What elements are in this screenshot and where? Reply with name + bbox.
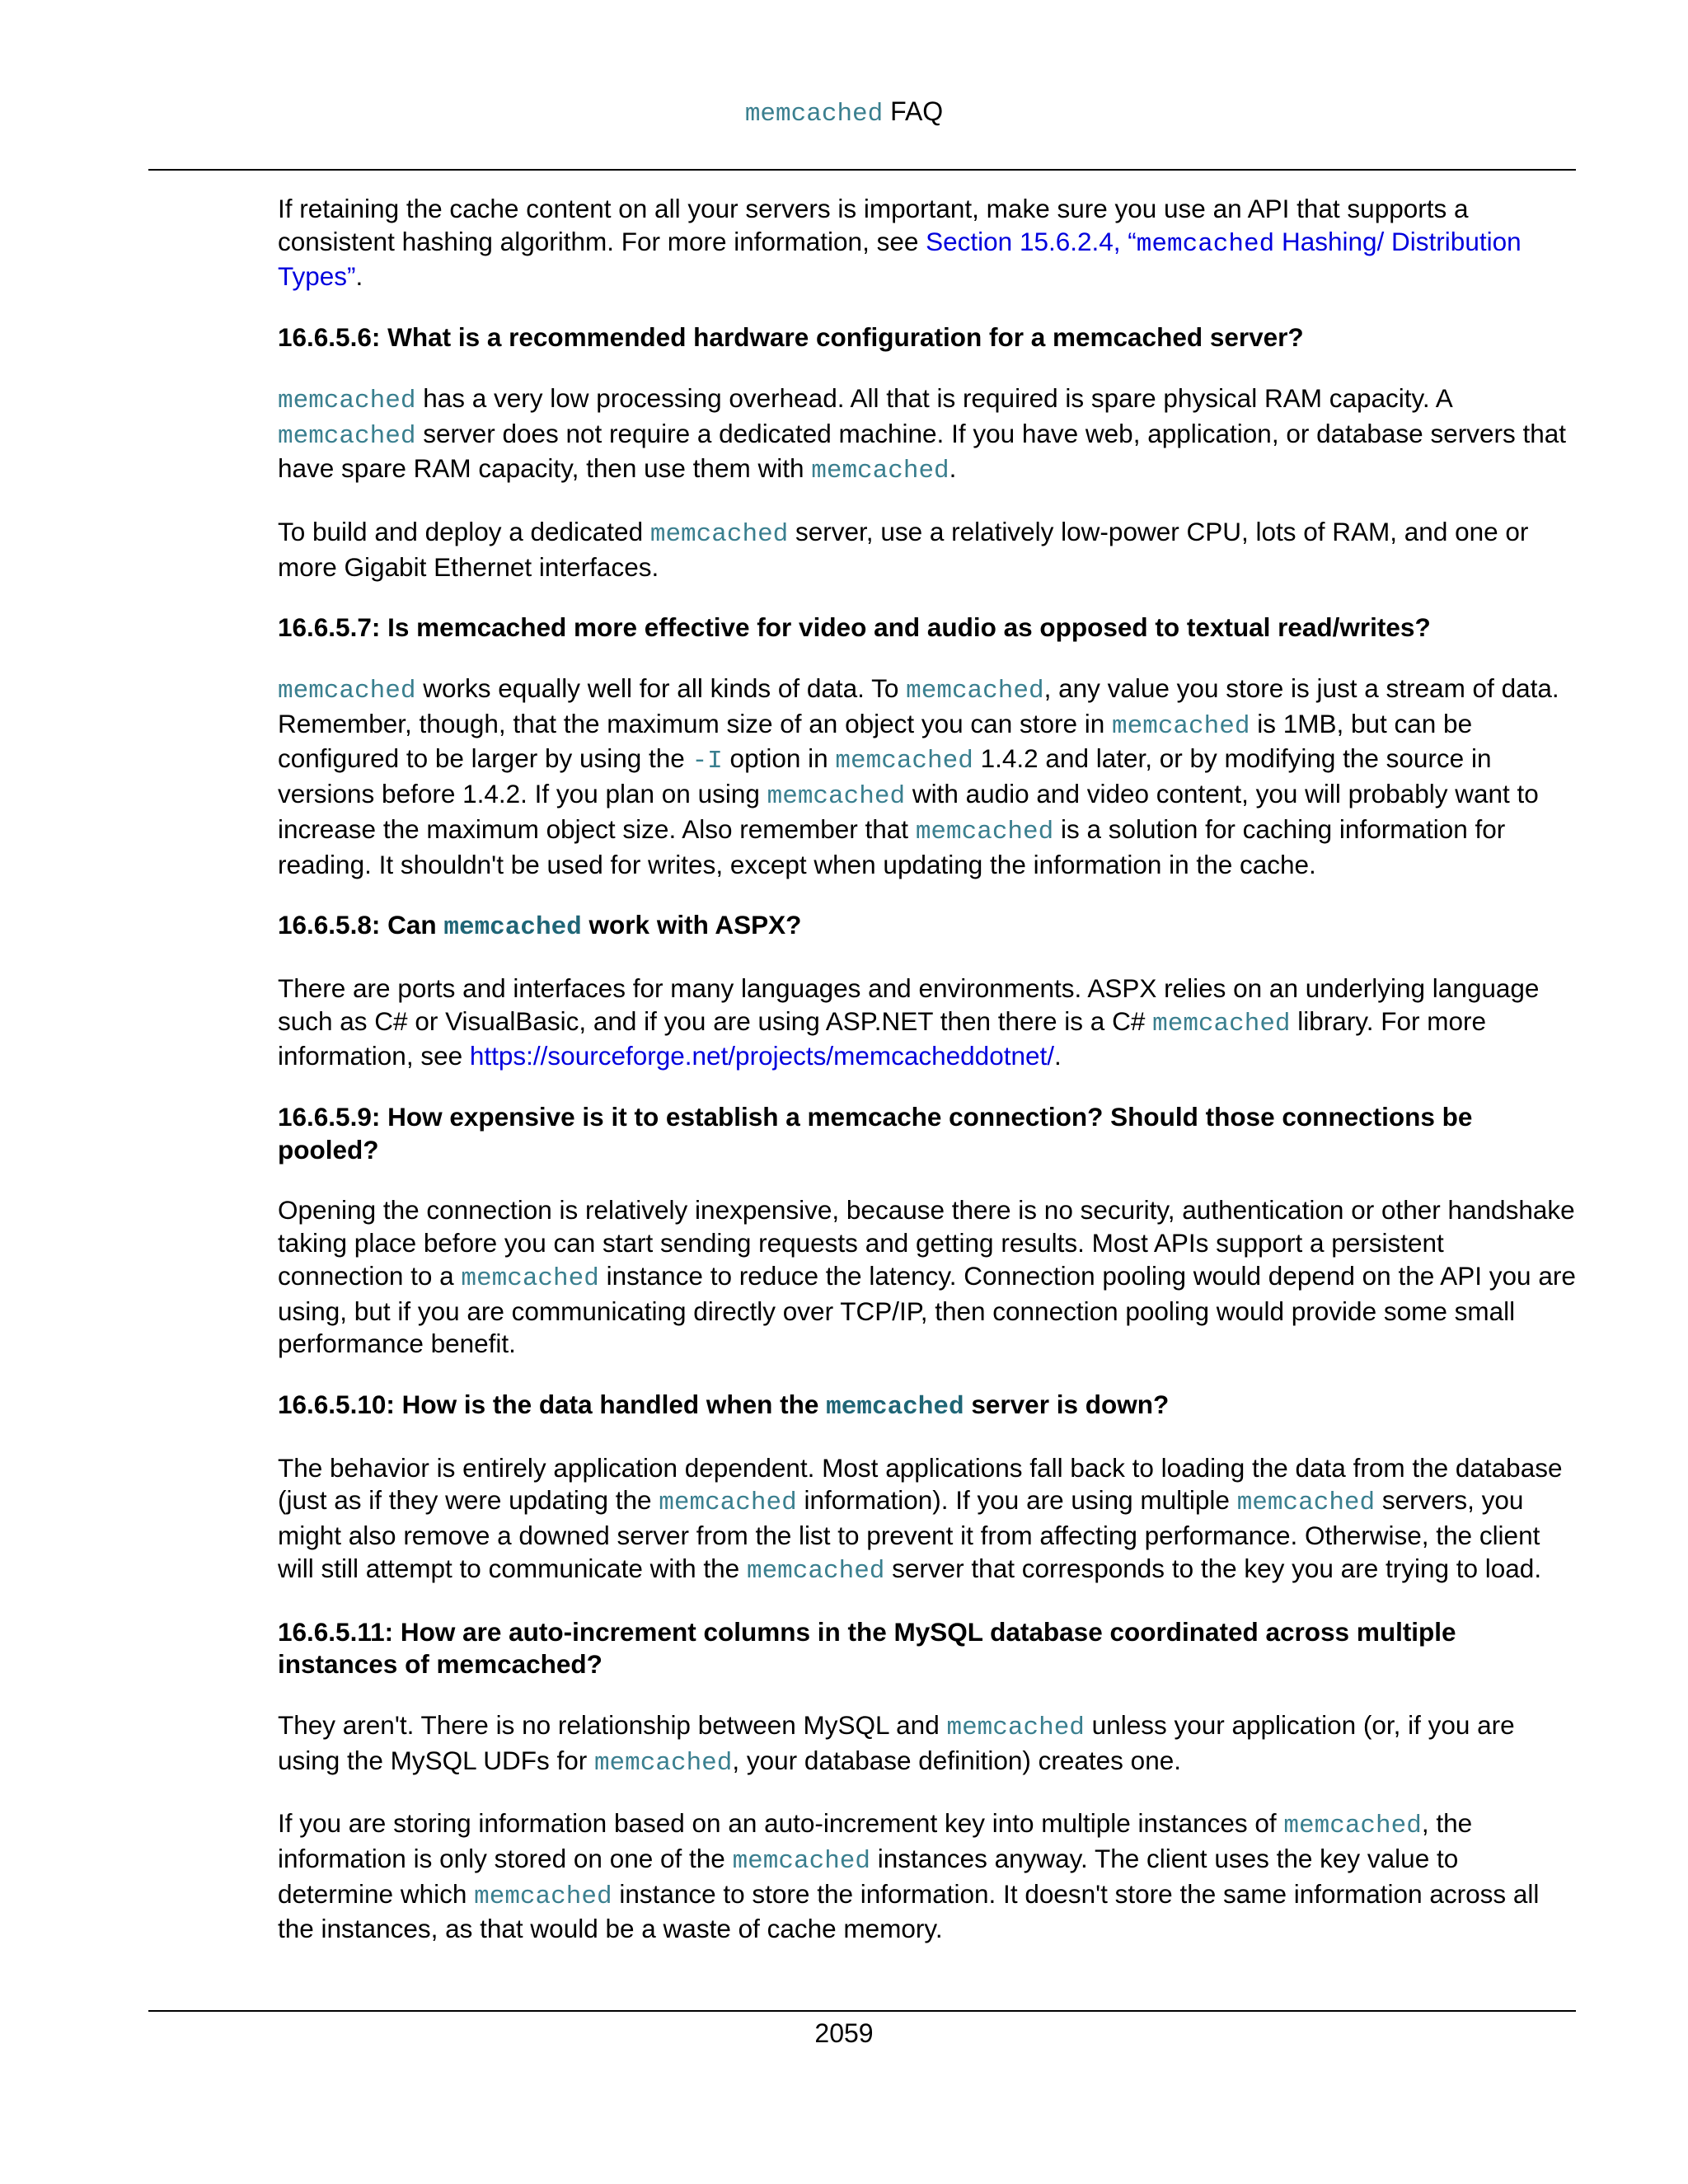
inline-code: memcached	[659, 1488, 797, 1518]
inline-code: memcached	[826, 1392, 964, 1422]
inline-code: memcached	[278, 421, 416, 451]
header-code: memcached	[744, 100, 884, 129]
inline-code: memcached	[732, 1847, 871, 1877]
text-run: They aren't. There is no relationship between MySQL and	[278, 1709, 947, 1740]
cross-reference-link[interactable]: Section 15.6.2.4, “	[926, 226, 1137, 256]
text-run: server is down?	[964, 1389, 1170, 1419]
text-run: is 1MB, but can be configured to be larger by using the	[278, 708, 1473, 774]
inline-code: memcached	[1283, 1811, 1422, 1841]
answer-16-6-5-9	[278, 1194, 1576, 1361]
inline-code: memcached	[1112, 711, 1250, 741]
text-run: 16.6.5.11: How are auto-increment columns in the MySQL database coordinated across multiple instances of memcached?	[278, 1616, 1456, 1680]
inline-code: memcached	[746, 1556, 885, 1586]
text-run: servers, you might also remove a downed server from the list to prevent it from affecting performance. Otherwise, the client will still attempt to communicate with the	[278, 1485, 1540, 1583]
text-run: If you are storing information based on an auto-increment key into multiple instances of	[278, 1808, 1284, 1839]
text-run: with audio and video content, you will probably want to increase the maximum object size. Also remember that	[278, 779, 1539, 844]
inline-code: memcached	[649, 519, 789, 549]
inline-code: memcached	[278, 677, 416, 706]
text-run: 16.6.5.7: Is memcached more effective for video and audio as opposed to textual read/writes?	[278, 612, 1431, 643]
inline-code: memcached	[767, 782, 906, 812]
text-run: is a solution for caching information for reading. It shouldn't be used for writes, except when updating the information in the cache.	[278, 813, 1506, 879]
text-run: unless your application (or, if you are using the MySQL UDFs for	[278, 1709, 1515, 1775]
text-run: has a very low processing overhead. All that is required is spare physical RAM capacity. A	[415, 382, 1451, 413]
text-run: instance to reduce the latency. Connection pooling would depend on the API you are using, but if you are communicating directly over TCP/IP, then connection pooling would provide some small performance benefit.	[278, 1260, 1576, 1359]
answer-16-6-5-11-p2	[278, 1807, 1576, 1946]
answer-16-6-5-7	[278, 673, 1576, 881]
text-run: , the information is only stored on one of the	[278, 1808, 1473, 1874]
text-run: instances anyway. The client uses the key value to determine which	[278, 1844, 1459, 1909]
cross-reference-link[interactable]: Hashing/ Distribution Types”	[278, 226, 1522, 292]
header-text: FAQ	[883, 96, 944, 126]
text-run: 1.4.2 and later, or by modifying the source in versions before 1.4.2. If you plan on using	[278, 743, 1492, 809]
question-16-6-5-8	[278, 909, 1576, 944]
inline-code: memcached	[946, 1713, 1085, 1742]
text-run: If retaining the cache content on all your servers is important, make sure you use an API that supports a consistent hashing algorithm. For more information, see	[278, 194, 1469, 256]
text-run: option in	[722, 743, 836, 774]
answer-16-6-5-6-p2	[278, 516, 1576, 583]
question-16-6-5-9	[278, 1101, 1576, 1166]
text-run: server, use a relatively low-power CPU, lots of RAM, and one or more Gigabit Ethernet interfaces.	[278, 516, 1529, 582]
answer-16-6-5-11-p1	[278, 1709, 1576, 1779]
text-run: 16.6.5.10: How is the data handled when the	[278, 1389, 827, 1419]
inline-code: memcached	[915, 817, 1054, 846]
header-rule	[148, 169, 1576, 171]
footer-rule	[148, 2010, 1576, 2012]
inline-code: memcached	[835, 747, 973, 776]
text-run: , your database definition) creates one.	[732, 1745, 1181, 1775]
text-run: works equally well for all kinds of data. To	[415, 673, 907, 704]
faq-content	[278, 193, 1576, 1974]
page-number: 2059	[814, 2018, 874, 2048]
question-16-6-5-6	[278, 321, 1576, 354]
text-run: library. For more information, see	[278, 1005, 1486, 1071]
text-run: server does not require a dedicated machine. If you have web, application, or database servers that have spare RAM capacity, then use them with	[278, 418, 1567, 484]
inline-code: memcached	[278, 386, 416, 415]
answer-16-6-5-8	[278, 972, 1576, 1073]
inline-code: memcached	[1236, 1488, 1376, 1518]
page-header	[0, 95, 1688, 131]
text-run: There are ports and interfaces for many languages and environments. ASPX relies on an underlying language such as C# or VisualBasic, and if you are using ASP.NET then there is a C#	[278, 972, 1540, 1036]
text-run: information). If you are using multiple	[796, 1485, 1237, 1516]
question-16-6-5-7	[278, 612, 1576, 644]
text-run: work with ASPX?	[581, 910, 802, 940]
text-run: instance to store the information. It doesn't store the same information across all the instances, as that would be a waste of cache memory.	[278, 1878, 1540, 1944]
inline-code: -I	[692, 747, 723, 776]
text-run: .	[949, 453, 957, 484]
cross-reference-link-code[interactable]: memcached	[1136, 229, 1275, 259]
answer-16-6-5-6-p1	[278, 382, 1576, 488]
inline-code: memcached	[906, 677, 1044, 706]
inline-code: memcached	[443, 913, 582, 943]
inline-code: memcached	[474, 1882, 612, 1911]
text-run: 16.6.5.8: Can	[278, 910, 444, 940]
inline-code: memcached	[1152, 1009, 1291, 1038]
text-run: 16.6.5.6: What is a recommended hardware configuration for a memcached server?	[278, 322, 1304, 353]
inline-code: memcached	[461, 1263, 599, 1293]
inline-code: memcached	[593, 1748, 733, 1778]
text-run: Opening the connection is relatively inexpensive, because there is no security, authentication or other handshake taking place before you can start sending requests and getting results. Most APIs support a persistent connection to a	[278, 1195, 1575, 1291]
cross-reference-link[interactable]: https://sourceforge.net/projects/memcacheddotnet/	[469, 1041, 1055, 1071]
text-run: The behavior is entirely application dependent. Most applications fall back to loading the data from the database (just as if they were updating the	[278, 1452, 1563, 1516]
inline-code: memcached	[811, 457, 950, 486]
text-run: server that corresponds to the key you are trying to load.	[884, 1553, 1542, 1583]
intro-paragraph	[278, 193, 1576, 293]
question-16-6-5-10	[278, 1389, 1576, 1424]
text-run: .	[1054, 1041, 1062, 1071]
answer-16-6-5-10	[278, 1452, 1576, 1588]
text-run: 16.6.5.9: How expensive is it to establish a memcache connection? Should those connections be pooled?	[278, 1102, 1473, 1165]
text-run: .	[355, 261, 363, 292]
question-16-6-5-11	[278, 1616, 1576, 1681]
text-run: , any value you store is just a stream of data. Remember, though, that the maximum size of an object you can store in	[278, 673, 1559, 738]
text-run: To build and deploy a dedicated	[278, 516, 650, 546]
